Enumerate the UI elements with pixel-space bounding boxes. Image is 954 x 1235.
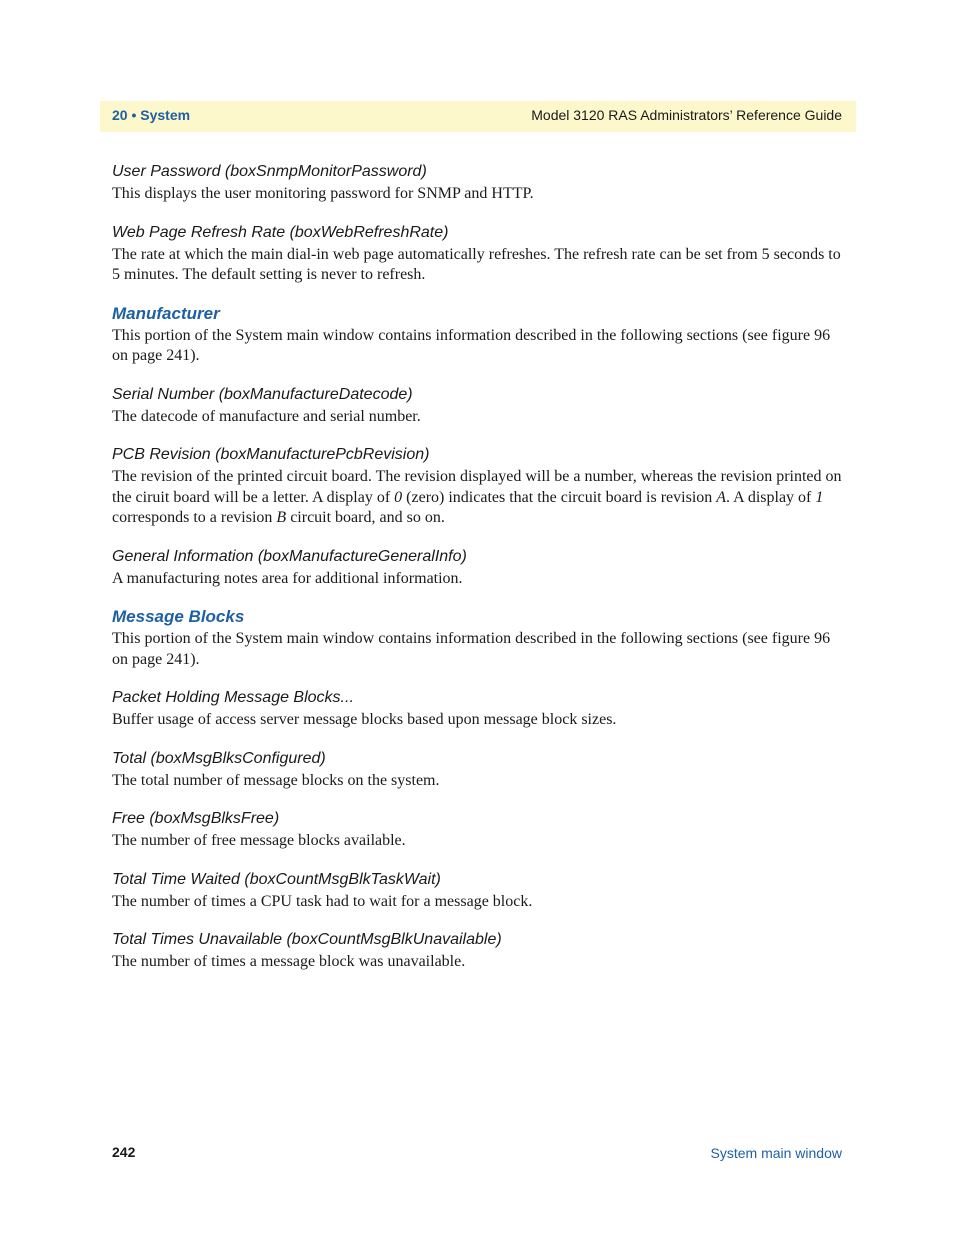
guide-title: Model 3120 RAS Administrators’ Reference Guide bbox=[531, 107, 842, 123]
chapter-label: 20 • System bbox=[112, 107, 191, 123]
entry-title: Packet Holding Message Blocks... bbox=[112, 689, 354, 706]
entry-title: General Information (boxManufactureGeneralInfo) bbox=[112, 547, 467, 565]
text-run: . A display of bbox=[726, 488, 816, 506]
entry-body bbox=[112, 467, 842, 529]
entry-user-password bbox=[112, 160, 842, 205]
emphasis: 0 bbox=[394, 488, 403, 506]
entry-pcb-revision bbox=[112, 443, 842, 529]
section-heading-manufacturer: Manufacturer bbox=[112, 303, 220, 323]
entry-title: Total Time Waited (boxCountMsgBlkTaskWait) bbox=[112, 870, 441, 888]
entry-body: The number of free message blocks available. bbox=[112, 832, 406, 849]
text-run: The revision of the printed circuit board. The revision displayed will be a number, whereas the revision printed on the ciruit board will be a letter. A display of bbox=[112, 468, 842, 506]
entry-body: The total number of message blocks on the system. bbox=[112, 771, 440, 789]
emphasis: A bbox=[716, 488, 727, 506]
entry-title: PCB Revision (boxManufacturePcbRevision) bbox=[112, 446, 430, 463]
entry-free bbox=[112, 807, 842, 852]
entry-title: Free (boxMsgBlksFree) bbox=[112, 810, 280, 827]
entry-body: The number of times a CPU task had to wait for a message block. bbox=[112, 892, 533, 910]
entry-body: The datecode of manufacture and serial number. bbox=[112, 407, 421, 425]
text-run: corresponds to a revision bbox=[112, 509, 277, 526]
section-heading-message-blocks: Message Blocks bbox=[112, 607, 245, 626]
page-content bbox=[112, 160, 842, 989]
entry-total-times-unavailable bbox=[112, 928, 842, 973]
entry-body: The number of times a message block was unavailable. bbox=[112, 953, 466, 970]
entry-body: A manufacturing notes area for additional information. bbox=[112, 569, 463, 587]
section-intro: This portion of the System main window contains information described in the following sections (see figure 96 on page 241). bbox=[112, 630, 831, 668]
entry-packet-holding bbox=[112, 686, 842, 731]
emphasis: B bbox=[276, 509, 287, 526]
entry-title: Total Times Unavailable (boxCountMsgBlkUnavailable) bbox=[112, 931, 502, 948]
entry-total bbox=[112, 747, 842, 792]
running-header bbox=[100, 101, 856, 132]
text-run: circuit board, and so on. bbox=[286, 509, 445, 526]
entry-title: Total (boxMsgBlksConfigured) bbox=[112, 749, 326, 767]
entry-body: This displays the user monitoring password for SNMP and HTTP. bbox=[112, 185, 534, 202]
entry-title: User Password (boxSnmpMonitorPassword) bbox=[112, 163, 427, 180]
entry-serial-number bbox=[112, 383, 842, 428]
text-run: (zero) indicates that the circuit board is revision bbox=[402, 488, 717, 506]
emphasis: 1 bbox=[815, 488, 824, 506]
footer-section-title: System main window bbox=[710, 1145, 842, 1161]
page-number: 242 bbox=[112, 1144, 136, 1160]
entry-body: Buffer usage of access server message blocks based upon message block sizes. bbox=[112, 711, 617, 728]
entry-total-time-waited bbox=[112, 868, 842, 913]
entry-body: The rate at which the main dial-in web page automatically refreshes. The refresh rate can be set from 5 seconds to 5 minutes. The default setting is never to refresh. bbox=[112, 245, 841, 283]
entry-title: Serial Number (boxManufactureDatecode) bbox=[112, 385, 413, 403]
entry-general-information bbox=[112, 545, 842, 590]
entry-web-refresh-rate bbox=[112, 221, 842, 286]
entry-title: Web Page Refresh Rate (boxWebRefreshRate) bbox=[112, 223, 449, 241]
section-intro: This portion of the System main window contains information described in the following sections (see figure 96 on page 241). bbox=[112, 326, 831, 364]
